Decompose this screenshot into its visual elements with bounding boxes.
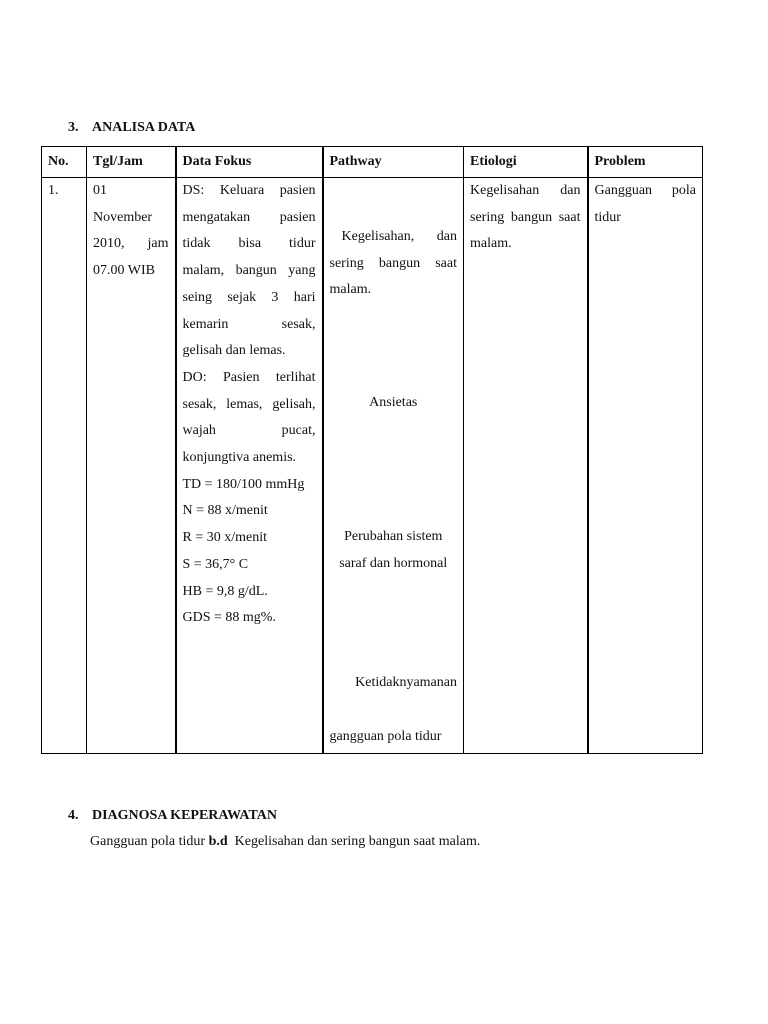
data-fokus-line: N = 88 x/menit xyxy=(182,503,268,519)
diagnosis-statement xyxy=(90,834,480,850)
section-3-title: ANALISA DATA xyxy=(92,120,196,135)
data-fokus-line: seing sejak 3 hari xyxy=(182,289,316,305)
header-no: No. xyxy=(42,147,87,178)
data-fokus-line: tidak bisa tidur xyxy=(182,236,316,252)
header-problem: Problem xyxy=(588,147,703,178)
cell-data-fokus xyxy=(176,178,323,754)
date-line: November xyxy=(93,209,153,225)
diagnosis-suffix: Kegelisahan dan sering bangun saat malam. xyxy=(234,834,481,849)
diagnosis-prefix: Gangguan pola tidur xyxy=(90,834,206,849)
date-line: 2010, jam xyxy=(93,236,169,252)
data-fokus-line: wajah pucat, xyxy=(182,423,316,439)
pathway-step-4: Ketidaknyamanan xyxy=(355,675,457,690)
header-etiologi: Etiologi xyxy=(464,147,588,178)
date-line: 01 xyxy=(93,183,107,198)
pathway-step-5: gangguan pola tidur xyxy=(329,729,442,744)
pathway-line: Perubahan sistem xyxy=(344,529,443,544)
cell-no: 1. xyxy=(42,178,87,754)
section-3-heading xyxy=(68,120,195,136)
date-line: 07.00 WIB xyxy=(93,263,155,279)
etiologi-line: sering bangun saat xyxy=(470,209,581,225)
pathway-line: saraf dan hormonal xyxy=(339,555,448,571)
data-fokus-line: GDS = 88 mg%. xyxy=(182,610,276,626)
pathway-step-1 xyxy=(330,224,458,304)
header-tgl-jam: Tgl/Jam xyxy=(87,147,176,178)
diagnosis-connector: b.d xyxy=(208,834,228,849)
etiologi-line: malam. xyxy=(470,236,512,252)
data-fokus-line: gelisah dan lemas. xyxy=(182,343,286,359)
section-4-title: DIAGNOSA KEPERAWATAN xyxy=(92,808,278,823)
cell-tgl-jam xyxy=(87,178,176,754)
analisa-data-table xyxy=(41,146,703,754)
data-fokus-line: mengatakan pasien xyxy=(182,209,316,225)
header-pathway: Pathway xyxy=(323,147,464,178)
table-header-row xyxy=(42,147,703,178)
data-fokus-line: TD = 180/100 mmHg xyxy=(182,476,305,492)
pathway-step-3 xyxy=(330,524,458,577)
data-fokus-line: konjungtiva anemis. xyxy=(182,450,297,466)
cell-problem xyxy=(588,178,703,754)
section-4-number: 4. xyxy=(68,808,79,823)
pathway-step-2: Ansietas xyxy=(369,395,418,410)
cell-etiologi xyxy=(464,178,588,754)
data-fokus-line: kemarin sesak, xyxy=(182,316,316,332)
cell-pathway xyxy=(323,178,464,754)
problem-line: tidur xyxy=(594,209,621,225)
data-fokus-line: DO: Pasien terlihat xyxy=(182,369,316,385)
pathway-line: Kegelisahan, dan xyxy=(341,229,457,244)
problem-line: Gangguan pola xyxy=(594,183,696,198)
table-row xyxy=(42,178,703,754)
pathway-line: sering bangun saat xyxy=(329,255,457,271)
data-fokus-line: R = 30 x/menit xyxy=(182,530,268,546)
data-fokus-line: DS: Keluara pasien xyxy=(182,183,316,198)
section-3-number: 3. xyxy=(68,120,79,135)
pathway-line: malam. xyxy=(329,282,372,298)
etiologi-line: Kegelisahan dan xyxy=(470,183,581,198)
data-fokus-line: sesak, lemas, gelisah, xyxy=(182,396,316,412)
header-data-fokus: Data Fokus xyxy=(176,147,323,178)
section-4-heading xyxy=(68,808,277,824)
data-fokus-line: S = 36,7° C xyxy=(182,556,249,572)
data-fokus-line: malam, bangun yang xyxy=(182,263,316,279)
data-fokus-line: HB = 9,8 g/dL. xyxy=(182,583,268,599)
